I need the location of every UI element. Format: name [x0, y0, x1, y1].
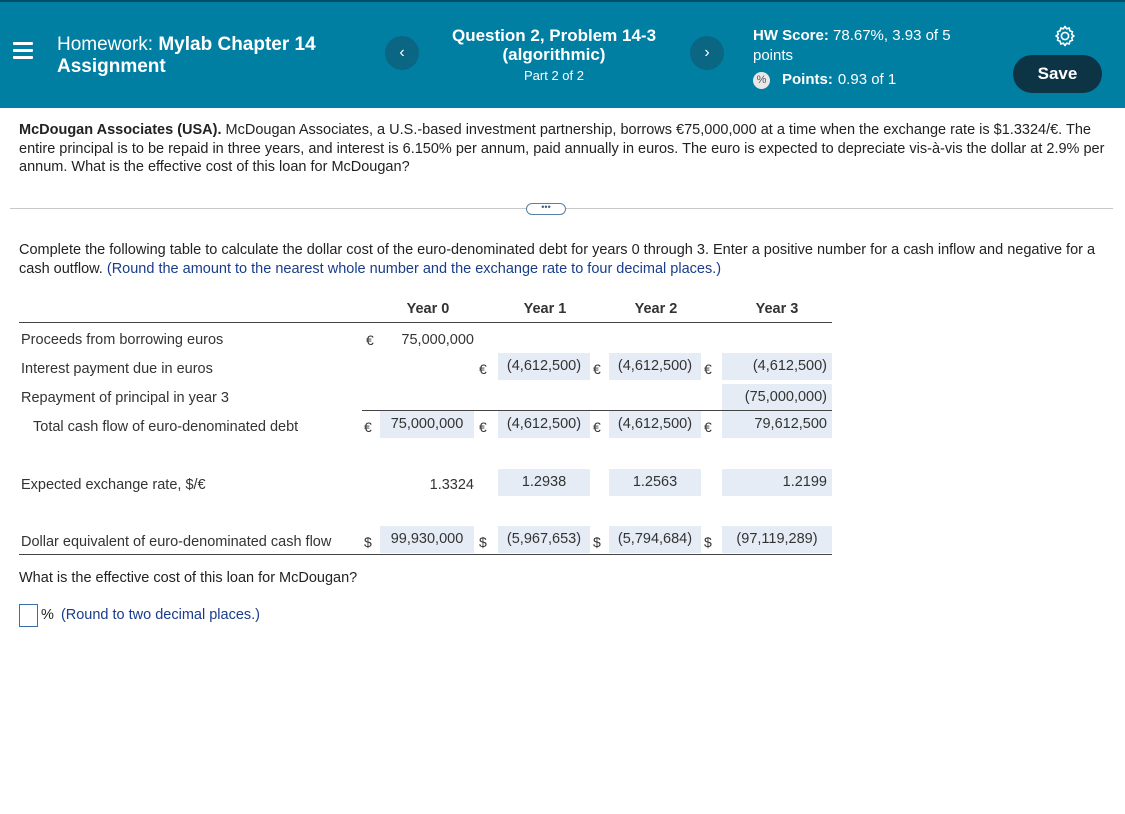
header-rule	[19, 322, 832, 323]
previous-question-button[interactable]: ‹	[385, 36, 419, 70]
problem-company: McDougan Associates (USA).	[19, 122, 222, 138]
currency-dollar: $	[364, 534, 372, 550]
instructions	[19, 241, 1109, 278]
expand-problem-button[interactable]: •••	[526, 203, 566, 215]
currency-dollar: $	[704, 534, 712, 550]
currency-euro: €	[479, 361, 487, 377]
repayment-year-3[interactable]: (75,000,000)	[722, 384, 832, 411]
interest-year-3[interactable]: (4,612,500)	[722, 353, 832, 380]
currency-euro: €	[366, 332, 374, 348]
dollar-year-1[interactable]: (5,967,653)	[498, 526, 590, 553]
hw-score-value: 78.67%, 3.93 of 5	[833, 27, 951, 44]
dollar-year-3[interactable]: (97,119,289)	[722, 526, 832, 553]
question-part: Part 2 of 2	[524, 68, 584, 83]
points-label: Points:	[782, 71, 833, 88]
question-subtitle: (algorithmic)	[502, 45, 606, 64]
dollar-year-0[interactable]: 99,930,000	[380, 526, 474, 553]
save-button[interactable]: Save	[1013, 55, 1102, 93]
effective-cost-question: What is the effective cost of this loan for McDougan?	[19, 570, 358, 586]
rate-year-0: 1.3324	[429, 477, 474, 493]
interest-year-2[interactable]: (4,612,500)	[609, 353, 701, 380]
table-bottom-rule	[19, 554, 832, 555]
row-label-repayment: Repayment of principal in year 3	[21, 390, 229, 406]
currency-euro: €	[593, 361, 601, 377]
column-header-year-1: Year 1	[523, 301, 567, 317]
currency-dollar: $	[479, 534, 487, 550]
question-title: Question 2, Problem 14-3	[451, 26, 657, 45]
next-question-button[interactable]: ›	[690, 36, 724, 70]
currency-euro: €	[704, 419, 712, 435]
column-header-year-0: Year 0	[406, 301, 450, 317]
row-label-interest: Interest payment due in euros	[21, 361, 213, 377]
rate-year-2[interactable]: 1.2563	[609, 469, 701, 496]
problem-statement	[19, 121, 1109, 177]
rate-year-3[interactable]: 1.2199	[722, 469, 832, 496]
homework-name-line2: Assignment	[57, 56, 166, 77]
row-label-total: Total cash flow of euro-denominated debt	[33, 419, 299, 435]
proceeds-year-0: 75,000,000	[401, 332, 474, 348]
question-info	[430, 26, 678, 83]
total-year-3[interactable]: 79,612,500	[722, 411, 832, 438]
partial-credit-icon: %	[753, 72, 770, 89]
total-year-1[interactable]: (4,612,500)	[498, 411, 590, 438]
homework-prefix: Homework:	[57, 34, 154, 55]
column-header-year-3: Year 3	[755, 301, 799, 317]
hw-score-label: HW Score:	[753, 27, 829, 44]
top-bar	[0, 0, 1125, 108]
settings-gear-icon[interactable]	[1053, 24, 1077, 48]
hamburger-menu-icon[interactable]	[13, 42, 33, 62]
points-value: 0.93 of 1	[837, 71, 897, 88]
currency-euro: €	[593, 419, 601, 435]
homework-title	[57, 34, 377, 78]
total-year-2[interactable]: (4,612,500)	[609, 411, 701, 438]
total-year-0[interactable]: 75,000,000	[380, 411, 474, 438]
rate-year-1[interactable]: 1.2938	[498, 469, 590, 496]
answer-hint: (Round to two decimal places.)	[60, 607, 261, 623]
instructions-text: Complete the following table to calculate the dollar cost of the euro-denominated debt for years 0 through 3. Enter a positive number for a cash inflow and negative for a cash outflow.	[19, 242, 1096, 277]
hw-score-suffix: points	[753, 47, 794, 64]
score-block	[753, 26, 1003, 90]
homework-name: Mylab Chapter 14	[158, 34, 316, 55]
effective-cost-input[interactable]	[19, 604, 38, 627]
percent-sign: %	[41, 607, 54, 623]
instructions-hint: (Round the amount to the nearest whole number and the exchange rate to four decimal places.)	[106, 260, 722, 277]
currency-dollar: $	[593, 534, 601, 550]
currency-euro: €	[479, 419, 487, 435]
answer-suffix	[41, 607, 260, 623]
interest-year-1[interactable]: (4,612,500)	[498, 353, 590, 380]
row-label-exchange-rate: Expected exchange rate, $/€	[21, 477, 206, 493]
problem-text: McDougan Associates, a U.S.-based investment partnership, borrows €75,000,000 at a time when the exchange rate is $1.3324/€. The entire principal is to be repaid in three years, and interest is 6.150% per annum, paid annually in euros. The euro is expected to depreciate vis-à-vis the dollar at 2.9% per annum. What is the effective cost of this loan for McDougan?	[19, 122, 1105, 175]
currency-euro: €	[704, 361, 712, 377]
dollar-year-2[interactable]: (5,794,684)	[609, 526, 701, 553]
currency-euro: €	[364, 419, 372, 435]
row-label-proceeds: Proceeds from borrowing euros	[21, 332, 224, 348]
row-label-dollar-equivalent: Dollar equivalent of euro-denominated cash flow	[21, 534, 332, 550]
column-header-year-2: Year 2	[634, 301, 678, 317]
